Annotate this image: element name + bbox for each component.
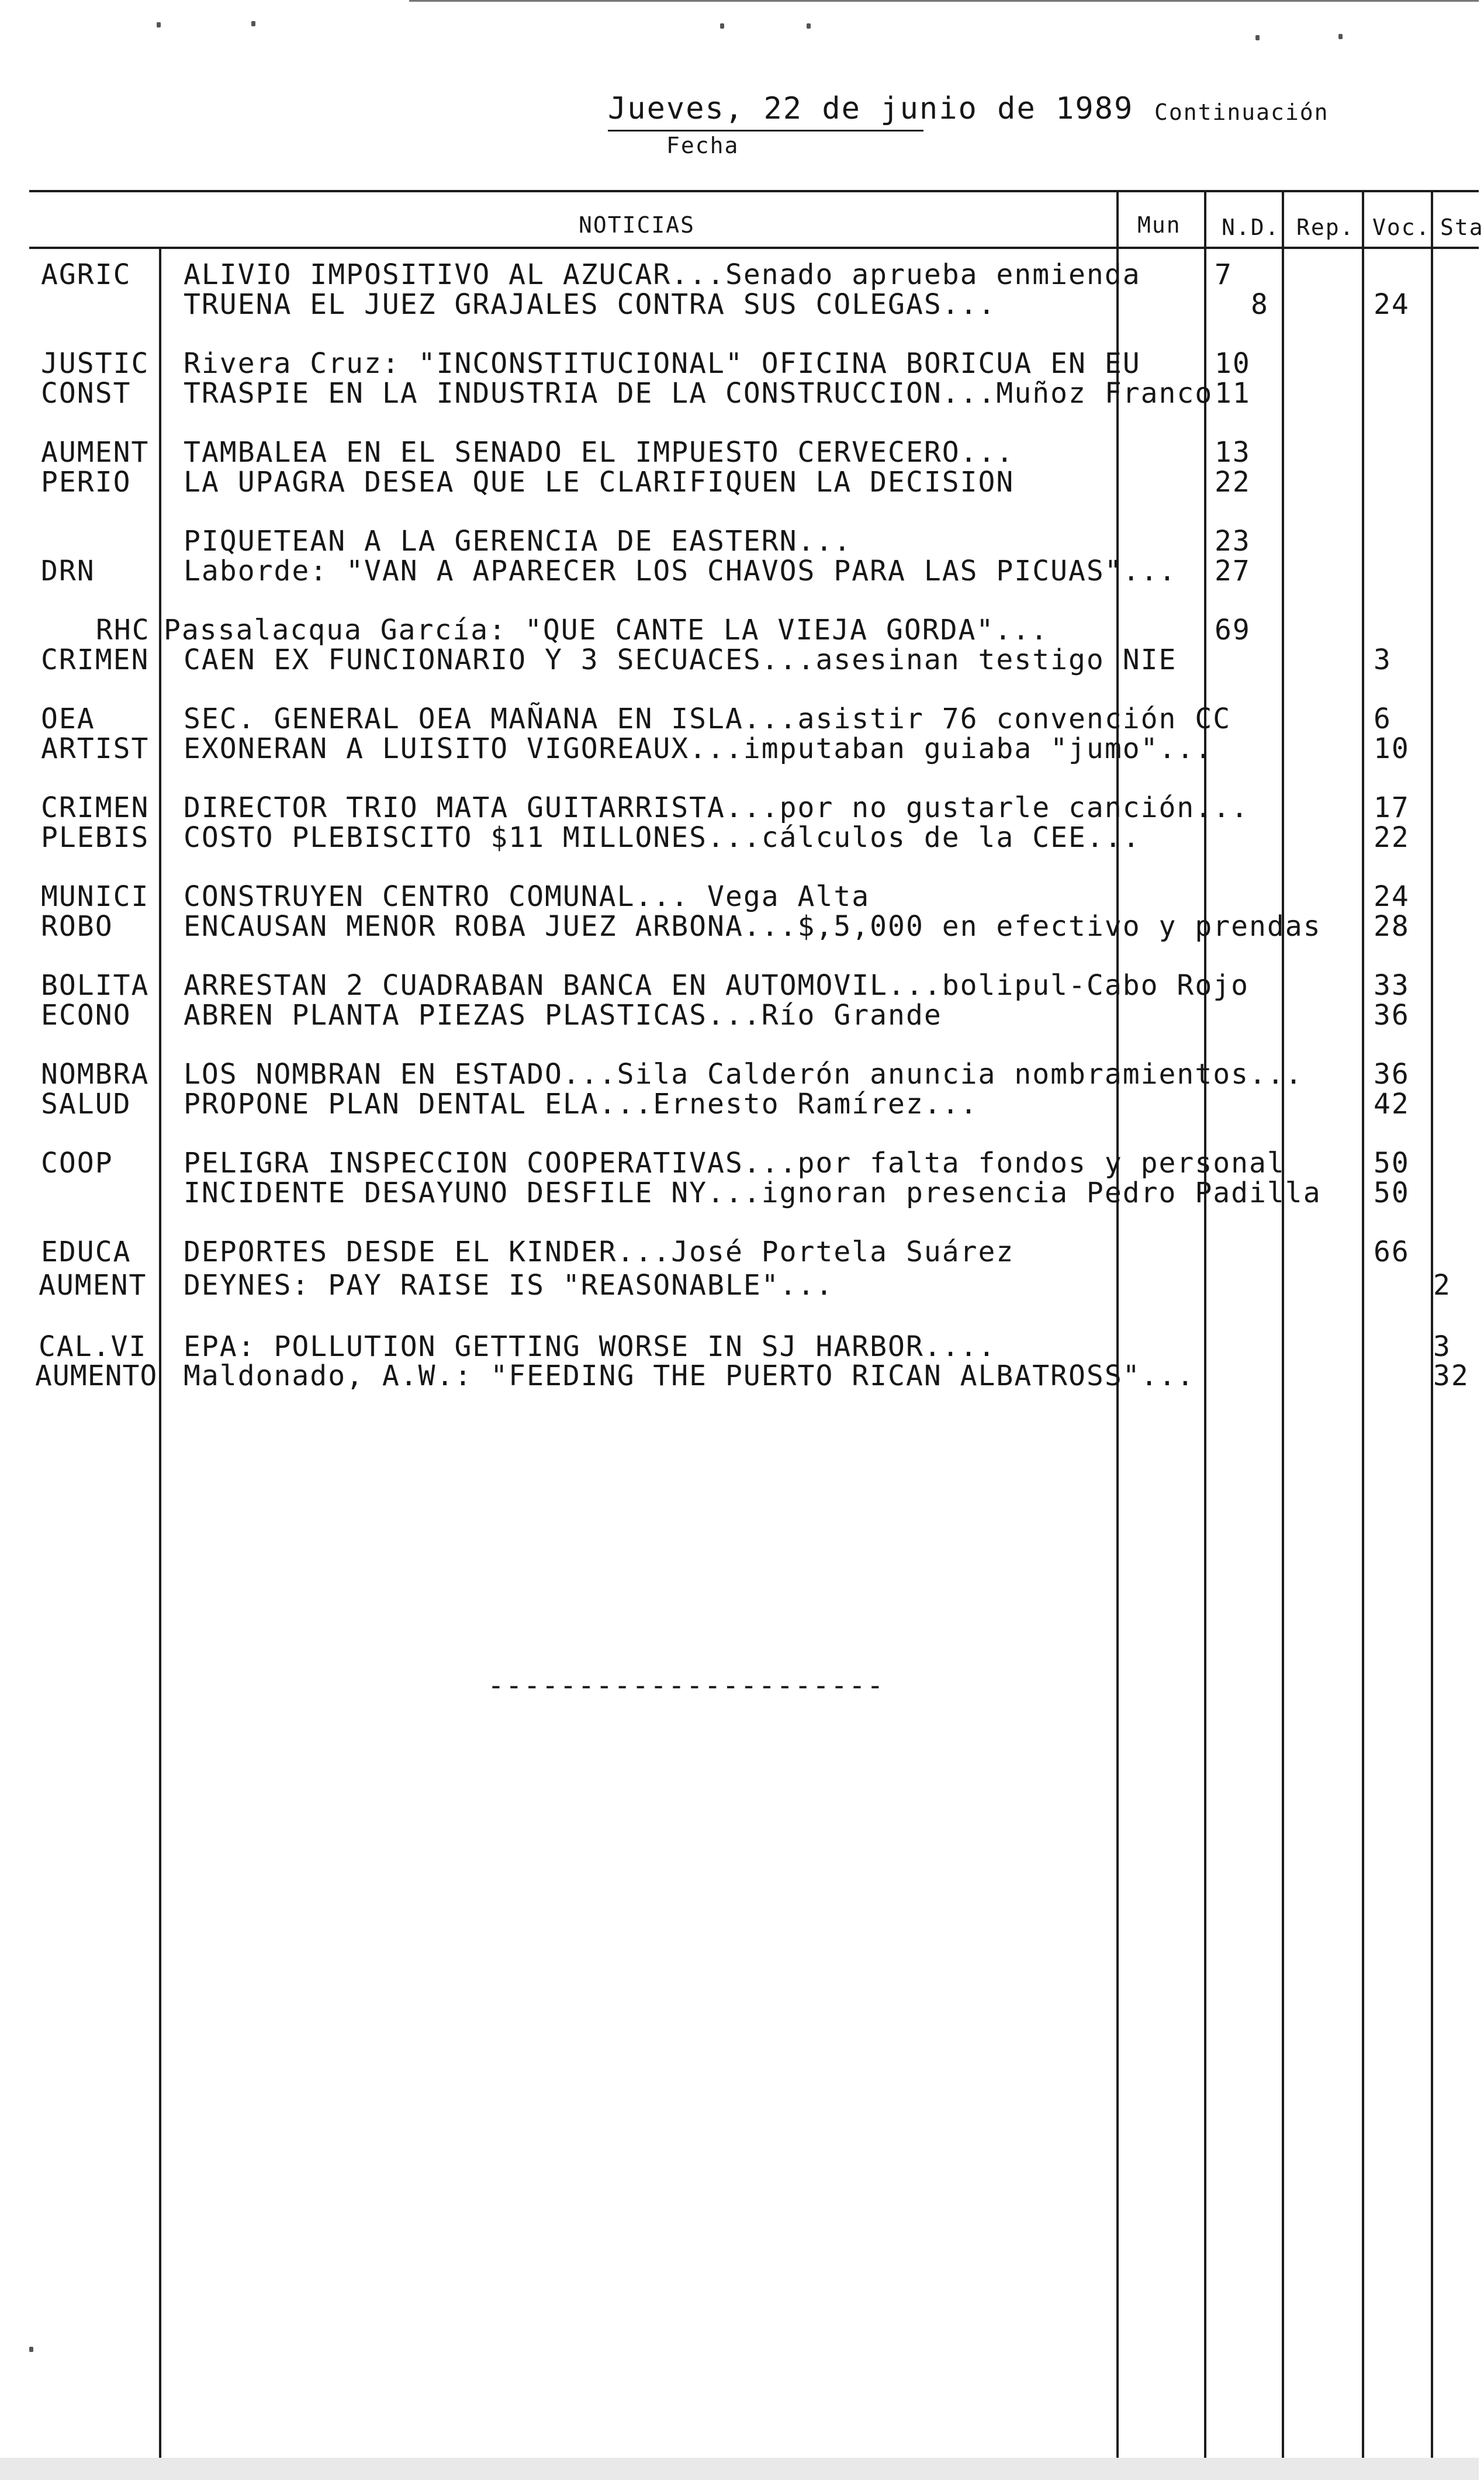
section-code: BOLITA	[41, 969, 150, 1002]
nd-page: 10	[1215, 347, 1251, 380]
scan-speck	[157, 22, 161, 27]
section-code: MUNICI	[41, 880, 150, 913]
column-header-rep: Rep.	[1296, 215, 1355, 240]
section-code: AUMENT	[39, 1269, 147, 1302]
section-code: OEA	[41, 703, 95, 735]
headline: ARRESTAN 2 CUADRABAN BANCA EN AUTOMOVIL...bolipul-Cabo Rojo	[184, 969, 1250, 1002]
scan-speck	[251, 21, 255, 26]
voc-page: 10	[1374, 732, 1410, 765]
section-code: NOMBRA	[41, 1058, 150, 1091]
nd-page: 69	[1215, 614, 1251, 646]
top-edge-line	[409, 0, 1479, 2]
voc-page: 24	[1374, 288, 1410, 321]
headline: ABREN PLANTA PIEZAS PLASTICAS...Río Grande	[184, 999, 942, 1032]
headline: COSTO PLEBISCITO $11 MILLONES...cálculos de la CEE...	[184, 821, 1141, 854]
section-code: ROBO	[41, 910, 113, 943]
header-date-label: Fecha	[666, 133, 739, 158]
voc-page: 33	[1374, 969, 1410, 1002]
section-code: PERIO	[41, 466, 132, 499]
headline: TAMBALEA EN EL SENADO EL IMPUESTO CERVECERO...	[184, 436, 1015, 469]
voc-page: 42	[1374, 1088, 1410, 1120]
voc-page: 36	[1374, 999, 1410, 1032]
section-code: RHC	[96, 614, 150, 646]
section-code: ECONO	[41, 999, 132, 1032]
sta-page: 32	[1433, 1360, 1469, 1392]
headline: Maldonado, A.W.: "FEEDING THE PUERTO RICAN ALBATROSS"...	[184, 1360, 1195, 1392]
headline: EXONERAN A LUISITO VIGOREAUX...imputaban guiaba "jumo"...	[184, 732, 1213, 765]
voc-page: 66	[1374, 1236, 1410, 1268]
column-header-noticias: NOTICIAS	[579, 212, 696, 238]
voc-page: 28	[1374, 910, 1410, 943]
headline: SEC. GENERAL OEA MAÑANA EN ISLA...asistir 76 convención CC	[184, 703, 1232, 735]
headline: CAEN EX FUNCIONARIO Y 3 SECUACES...asesinan testigo NIE	[184, 644, 1177, 676]
voc-page: 6	[1374, 703, 1392, 735]
sta-page: 2	[1433, 1269, 1451, 1302]
voc-page: 50	[1374, 1177, 1410, 1209]
voc-page: 50	[1374, 1147, 1410, 1180]
section-code: CAL.VI	[39, 1330, 147, 1363]
column-header-sta: Sta	[1440, 215, 1484, 240]
section-code: ARTIST	[41, 732, 150, 765]
scan-speck	[29, 2347, 33, 2352]
section-code: PLEBIS	[41, 821, 150, 854]
headline: LA UPAGRA DESEA QUE LE CLARIFIQUEN LA DECISION	[184, 466, 1015, 499]
headline: EPA: POLLUTION GETTING WORSE IN SJ HARBOR....	[184, 1330, 997, 1363]
column-header-mun: Mun	[1137, 212, 1181, 238]
column-divider-sta	[1431, 190, 1433, 2458]
table-top-rule	[29, 190, 1479, 192]
headline: Passalacqua García: "QUE CANTE LA VIEJA GORDA"...	[164, 614, 1049, 646]
headline: CONSTRUYEN CENTRO COMUNAL... Vega Alta	[184, 880, 870, 913]
headline: ALIVIO IMPOSITIVO AL AZUCAR...Senado aprueba enmienda	[184, 258, 1141, 291]
sta-page: 3	[1433, 1330, 1451, 1363]
headline: DIRECTOR TRIO MATA GUITARRISTA...por no gustarle canción...	[184, 791, 1250, 824]
section-code: CONST	[41, 377, 132, 410]
table-header-rule	[29, 247, 1479, 249]
column-divider-nd	[1204, 190, 1206, 2458]
scan-bottom-edge	[0, 2458, 1479, 2480]
section-code: JUSTIC	[41, 347, 150, 380]
headline: INCIDENTE DESAYUNO DESFILE NY...ignoran presencia Pedro Padilla	[184, 1177, 1322, 1209]
section-code: EDUCA	[41, 1236, 132, 1268]
voc-page: 3	[1374, 644, 1392, 676]
section-code: COOP	[41, 1147, 113, 1180]
headline: ENCAUSAN MENOR ROBA JUEZ ARBONA...$,5,000 en efectivo y prendas	[184, 910, 1322, 943]
nd-page: 8	[1251, 288, 1269, 321]
scan-speck	[720, 23, 724, 29]
scan-speck	[807, 23, 811, 29]
header-date: Jueves, 22 de junio de 1989	[608, 91, 1134, 126]
voc-page: 36	[1374, 1058, 1410, 1091]
scan-speck	[1338, 34, 1343, 39]
headline: PELIGRA INSPECCION COOPERATIVAS...por falta fondos y personal	[184, 1147, 1285, 1180]
section-code: CRIMEN	[41, 791, 150, 824]
headline: TRUENA EL JUEZ GRAJALES CONTRA SUS COLEGAS...	[184, 288, 997, 321]
nd-page: 11	[1215, 377, 1251, 410]
section-code: DRN	[41, 555, 95, 587]
voc-page: 22	[1374, 821, 1410, 854]
headline: PIQUETEAN A LA GERENCIA DE EASTERN...	[184, 525, 852, 558]
header-continuation: Continuación	[1154, 99, 1329, 125]
headline: DEPORTES DESDE EL KINDER...José Portela Suárez	[184, 1236, 1015, 1268]
scan-speck	[1255, 35, 1260, 40]
section-code: CRIMEN	[41, 644, 150, 676]
headline: Rivera Cruz: "INCONSTITUCIONAL" OFICINA BORICUA EN EU	[184, 347, 1141, 380]
voc-page: 24	[1374, 880, 1410, 913]
date-underline	[608, 130, 923, 132]
column-divider-code	[159, 247, 161, 2458]
section-code: AGRIC	[41, 258, 132, 291]
column-header-nd: N.D.	[1222, 215, 1280, 240]
headline: Laborde: "VAN A APARECER LOS CHAVOS PARA LAS PICUAS"...	[184, 555, 1177, 587]
column-divider-mun	[1116, 190, 1119, 2458]
section-code: AUMENT	[41, 436, 150, 469]
column-divider-voc	[1362, 190, 1364, 2458]
section-code: AUMENTO	[35, 1360, 158, 1392]
nd-page: 13	[1215, 436, 1251, 469]
headline: PROPONE PLAN DENTAL ELA...Ernesto Ramírez...	[184, 1088, 978, 1120]
section-code: SALUD	[41, 1088, 132, 1120]
nd-page: 23	[1215, 525, 1251, 558]
nd-page: 22	[1215, 466, 1251, 499]
column-header-voc: Voc.	[1372, 215, 1431, 240]
nd-page: 7	[1215, 258, 1233, 291]
headline: DEYNES: PAY RAISE IS "REASONABLE"...	[184, 1269, 834, 1302]
headline: LOS NOMBRAN EN ESTADO...Sila Calderón anuncia nombramientos...	[184, 1058, 1303, 1091]
headline: TRASPIE EN LA INDUSTRIA DE LA CONSTRUCCION...Muñoz Franco	[184, 377, 1213, 410]
column-divider-rep	[1282, 190, 1284, 2458]
footer-separator: ----------------------	[487, 1669, 885, 1702]
nd-page: 27	[1215, 555, 1251, 587]
voc-page: 17	[1374, 791, 1410, 824]
